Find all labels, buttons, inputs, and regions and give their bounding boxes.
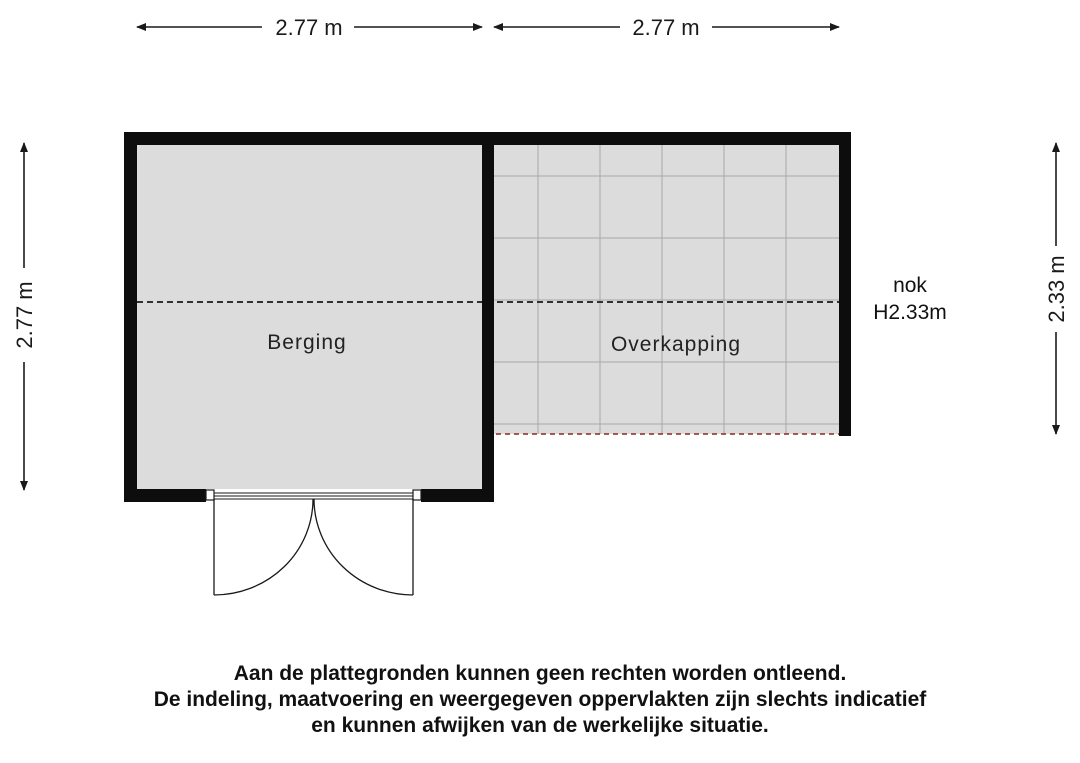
dimension-label: 2.33 m bbox=[1044, 255, 1069, 323]
dimension-label: 2.77 m bbox=[275, 15, 343, 40]
disclaimer-line: De indeling, maatvoering en weergegeven oppervlakten zijn slechts indicatief bbox=[153, 688, 927, 711]
dimension-label: 2.77 m bbox=[12, 281, 37, 349]
wall-bottom-left bbox=[124, 489, 206, 502]
room-label-canopy: Overkapping bbox=[610, 333, 742, 356]
dimension-label: 2.77 m bbox=[632, 15, 700, 40]
wall-right bbox=[839, 132, 851, 436]
door-jamb bbox=[206, 490, 214, 500]
door-jamb bbox=[413, 490, 421, 500]
double-door bbox=[206, 490, 421, 595]
dimension-top-right bbox=[494, 15, 839, 40]
disclaimer bbox=[0, 661, 1080, 739]
door-swing-right bbox=[314, 499, 413, 595]
dimension-top-left bbox=[137, 15, 482, 40]
dimension-right bbox=[1044, 143, 1069, 434]
room-label-storage: Berging bbox=[267, 331, 347, 354]
canopy-floor bbox=[494, 145, 840, 434]
wall-left bbox=[124, 132, 137, 502]
disclaimer-line: Aan de plattegronden kunnen geen rechten worden ontleend. bbox=[233, 662, 847, 685]
ridge-note-label: nok bbox=[893, 274, 927, 297]
wall-bottom-right bbox=[421, 489, 494, 502]
canopy-floor-fill bbox=[494, 145, 839, 434]
dimension-left bbox=[12, 143, 37, 490]
wall-middle bbox=[482, 132, 494, 502]
door-swing-left bbox=[214, 499, 313, 595]
ridge-note-height: H2.33m bbox=[873, 301, 947, 324]
storage-floor bbox=[137, 145, 482, 489]
disclaimer-line: en kunnen afwijken van de werkelijke situatie. bbox=[311, 714, 769, 737]
